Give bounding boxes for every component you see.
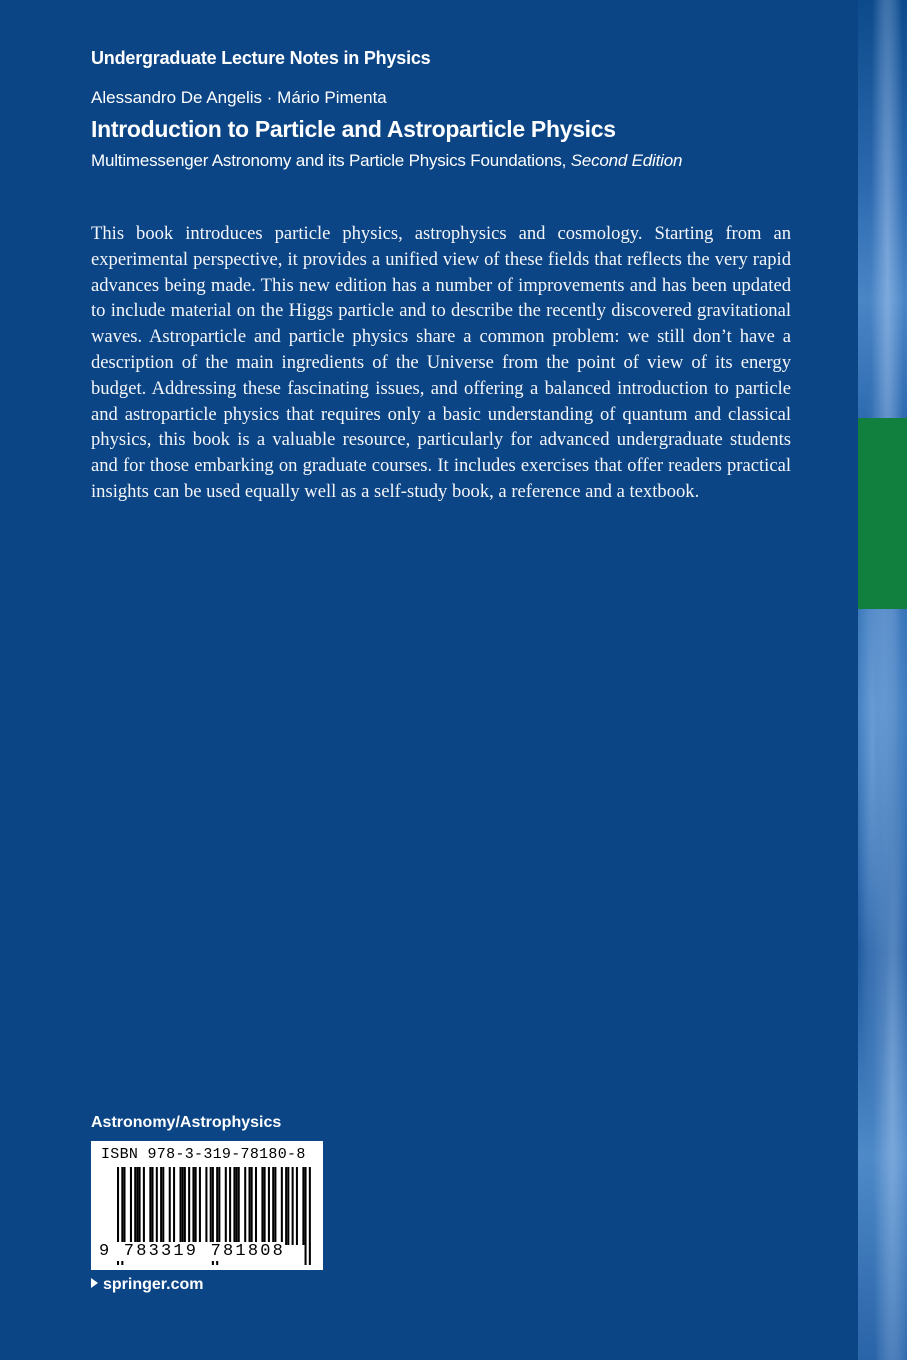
isbn-text: ISBN 978-3-319-78180-8 xyxy=(101,1146,306,1163)
barcode-bar xyxy=(130,1167,132,1245)
barcode-bar xyxy=(281,1167,283,1245)
barcode-bar xyxy=(160,1167,162,1245)
barcode-bar xyxy=(136,1167,138,1245)
barcode-bar xyxy=(233,1167,235,1245)
barcode-bar xyxy=(287,1167,289,1245)
spine-image-strip xyxy=(858,0,907,1360)
website-link[interactable]: springer.com xyxy=(103,1276,204,1293)
barcode-bar xyxy=(149,1167,151,1245)
book-description: This book introduces particle physics, astrophysics and cosmology. Starting from an experimental perspective, it provides a unified view of these fields that reflects the very rapid advances being made. This new edition has a number of improvements and has been updated to include material on the Higgs particle and to describe the recently discovered gravitational waves. Astroparticle and particle physics share a common problem: we still don’t have a description of the main ingredients of the Universe from the point of view of its energy budget. Addressing these fascinating issues, and offering a balanced introduction to particle and astroparticle physics that requires only a basic understanding of quantum and classical physics, this book is a valuable resource, particularly for advanced undergraduate students and for those embarking on graduate courses. It includes exercises that offer readers practical insights can be used equally well as a self-study book, a reference and a textbook. xyxy=(91,223,791,502)
barcode-bar xyxy=(151,1167,153,1245)
barcode-bar xyxy=(184,1167,186,1245)
category-label: Astronomy/Astrophysics xyxy=(91,1114,282,1131)
barcode-bar xyxy=(180,1167,182,1245)
barcode-bar xyxy=(229,1167,231,1245)
barcode-bar xyxy=(251,1167,253,1245)
barcode-bar xyxy=(195,1167,197,1245)
barcode-bar xyxy=(205,1167,207,1245)
edition-label: Second Edition xyxy=(570,151,683,170)
arrow-right-icon xyxy=(91,1278,98,1288)
barcode-bar xyxy=(169,1167,171,1245)
subtitle-text: Multimessenger Astronomy and its Particle Physics Foundations, xyxy=(91,151,567,170)
series-title: Undergraduate Lecture Notes in Physics xyxy=(91,48,431,68)
barcode-bar xyxy=(143,1167,145,1245)
barcode-bar xyxy=(236,1167,238,1245)
barcode-bar xyxy=(244,1167,246,1245)
barcode-bar xyxy=(292,1167,294,1245)
barcode-bar xyxy=(285,1167,287,1245)
barcode-bar xyxy=(255,1167,257,1245)
barcode-bar xyxy=(248,1167,250,1245)
barcode-digits-text: 9 783319 781808 xyxy=(99,1242,286,1261)
barcode-bar xyxy=(173,1167,175,1245)
isbn-barcode xyxy=(91,1141,323,1270)
barcode-bar xyxy=(188,1167,190,1245)
book-title: Introduction to Particle and Astroparticle Physics xyxy=(91,116,616,142)
barcode-bar xyxy=(156,1167,158,1245)
barcode-bar xyxy=(182,1167,184,1245)
barcode-bar xyxy=(218,1167,220,1245)
barcode-bar xyxy=(261,1167,263,1245)
barcode-bar xyxy=(302,1167,304,1245)
barcode-bar xyxy=(272,1167,274,1245)
barcode-bar xyxy=(268,1167,270,1245)
authors: Alessandro De Angelis · Mário Pimenta xyxy=(91,88,387,107)
barcode-bar xyxy=(192,1167,194,1245)
barcode-bar xyxy=(210,1167,212,1245)
barcode-digits xyxy=(99,1242,319,1261)
book-subtitle xyxy=(91,151,682,171)
barcode-bar xyxy=(162,1167,164,1245)
barcode-bar xyxy=(123,1167,125,1245)
barcode-bar xyxy=(199,1167,201,1245)
barcode-bar xyxy=(296,1167,298,1245)
publisher-website[interactable] xyxy=(91,1276,203,1294)
barcode-bar xyxy=(139,1167,141,1245)
barcode-bar xyxy=(225,1167,227,1245)
barcode-bar xyxy=(274,1167,276,1245)
barcode-bar xyxy=(264,1167,266,1245)
barcode-bar xyxy=(134,1167,136,1245)
barcode-bar xyxy=(238,1167,240,1245)
spine-green-band xyxy=(858,418,907,609)
